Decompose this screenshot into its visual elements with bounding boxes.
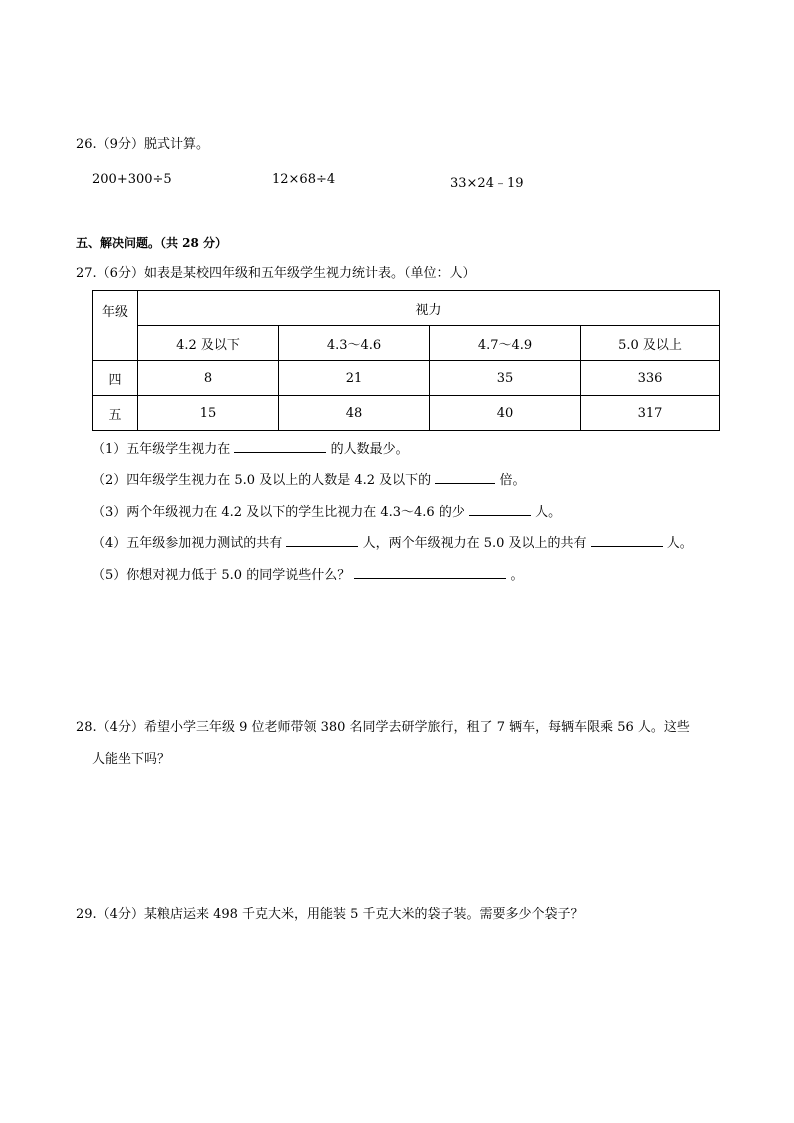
row-grade: 五	[93, 396, 138, 431]
column-header: 4.2 及以下	[138, 326, 279, 361]
table-cell: 40	[430, 396, 581, 431]
table-cell: 336	[581, 361, 720, 396]
section-5-heading: 五、解决问题。（共 28 分）	[76, 236, 228, 250]
expression-1: 200+300÷5	[92, 172, 172, 187]
sub-question-2	[92, 471, 525, 489]
column-header: 5.0 及以上	[581, 326, 720, 361]
sub-question-4-middle: 人，两个年级视力在 5.0 及以上的共有	[362, 536, 587, 551]
table-cell: 35	[430, 361, 581, 396]
question-26-title: 26.（9分）脱式计算。	[76, 137, 209, 152]
sub-question-3-suffix: 人。	[535, 505, 562, 520]
answer-blank-4b[interactable]	[591, 534, 663, 547]
sub-question-4-suffix: 人。	[666, 536, 693, 551]
question-29-title: 29.（4分）某粮店运来 498 千克大米，用能装 5 千克大米的袋子装。需要多少个袋子？	[76, 907, 584, 922]
sub-question-1	[92, 440, 409, 458]
sub-question-4	[92, 534, 693, 552]
table-cell: 15	[138, 396, 279, 431]
sub-question-2-suffix: 倍。	[499, 473, 526, 488]
question-28-line-2: 人能坐下吗？	[92, 752, 171, 767]
question-28-line-1: 28.（4分）希望小学三年级 9 位老师带领 380 名同学去研学旅行，租了 7 辆车，每辆车限乘 56 人。这些	[76, 720, 690, 735]
table-cell: 21	[279, 361, 430, 396]
answer-blank-4a[interactable]	[286, 534, 358, 547]
vision-statistics-table	[92, 290, 720, 431]
answer-blank-2[interactable]	[435, 471, 495, 484]
table-cell: 317	[581, 396, 720, 431]
table-cell: 8	[138, 361, 279, 396]
sub-question-2-text: （2）四年级学生视力在 5.0 及以上的人数是 4.2 及以下的	[92, 473, 432, 488]
answer-blank-1[interactable]	[234, 440, 326, 453]
expression-3: 33×24﹣19	[450, 176, 524, 191]
table-row	[93, 361, 720, 396]
sub-question-1-suffix: 的人数最少。	[330, 442, 409, 457]
grade-header: 年级	[93, 291, 138, 361]
sub-question-5-text: （5）你想对视力低于 5.0 的同学说些什么？	[92, 568, 351, 583]
sub-question-5-suffix: 。	[510, 568, 524, 583]
sub-question-3	[92, 503, 561, 521]
question-27-title: 27.（6分）如表是某校四年级和五年级学生视力统计表。（单位：人）	[76, 266, 476, 281]
sub-question-5	[92, 566, 524, 584]
answer-blank-3[interactable]	[469, 503, 531, 516]
sub-question-4-text: （4）五年级参加视力测试的共有	[92, 536, 283, 551]
row-grade: 四	[93, 361, 138, 396]
vision-header: 视力	[138, 291, 720, 326]
table-row	[93, 396, 720, 431]
column-header: 4.7～4.9	[430, 326, 581, 361]
column-header: 4.3～4.6	[279, 326, 430, 361]
sub-question-1-text: （1）五年级学生视力在	[92, 442, 231, 457]
expression-2: 12×68÷4	[272, 172, 336, 187]
answer-blank-5[interactable]	[354, 566, 506, 579]
table-cell: 48	[279, 396, 430, 431]
sub-question-3-text: （3）两个年级视力在 4.2 及以下的学生比视力在 4.3～4.6 的少	[92, 505, 465, 520]
